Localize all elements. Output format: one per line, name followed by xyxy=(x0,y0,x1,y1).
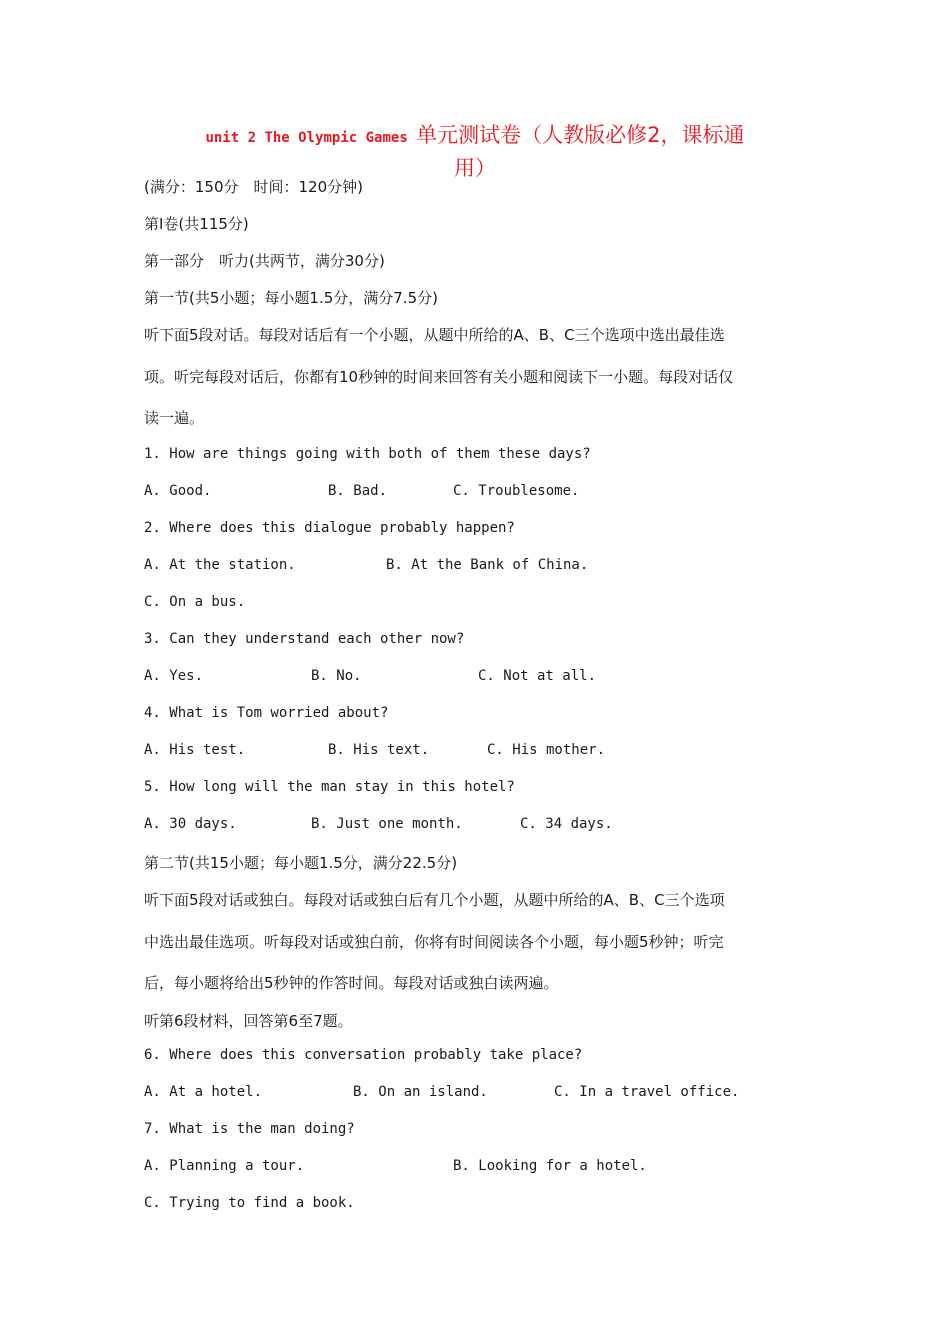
question-5: 5. How long will the man stay in this hotel? xyxy=(144,779,515,795)
q3-option-c: C. Not at all. xyxy=(478,668,597,684)
document-title xyxy=(150,120,800,183)
q5-option-b: B. Just one month. xyxy=(311,816,463,832)
q7-option-c: C. Trying to find a book. xyxy=(144,1195,355,1211)
q5-option-a: A. 30 days. xyxy=(144,816,237,832)
title-english: unit 2 The Olympic Games xyxy=(205,130,417,146)
part1-heading: 第一部分 听力(共两节，满分30分) xyxy=(144,252,385,270)
q1-option-c: C. Troublesome. xyxy=(453,483,580,499)
volume-heading: 第Ⅰ卷(共115分) xyxy=(144,215,249,233)
q2-option-b: B. At the Bank of China. xyxy=(386,557,589,573)
q4-option-a: A. His test. xyxy=(144,742,246,758)
question-2: 2. Where does this dialogue probably happen? xyxy=(144,520,515,536)
q6-option-a: A. At a hotel. xyxy=(144,1084,263,1100)
instructions2-line3: 后，每小题将给出5秒钟的作答时间。每段对话或独白读两遍。 xyxy=(144,974,559,992)
q7-option-a: A. Planning a tour. xyxy=(144,1158,305,1174)
question-6: 6. Where does this conversation probably take place? xyxy=(144,1047,583,1063)
q1-option-a: A. Good. xyxy=(144,483,212,499)
q1-option-b: B. Bad. xyxy=(328,483,388,499)
q2-option-a: A. At the station. xyxy=(144,557,296,573)
question-4: 4. What is Tom worried about? xyxy=(144,705,389,721)
q6-option-b: B. On an island. xyxy=(353,1084,488,1100)
question-7: 7. What is the man doing? xyxy=(144,1121,355,1137)
q6-option-c: C. In a travel office. xyxy=(554,1084,740,1100)
q4-option-c: C. His mother. xyxy=(487,742,606,758)
question-1: 1. How are things going with both of them these days? xyxy=(144,446,591,462)
instructions1-line2: 项。听完每段对话后，你都有10秒钟的时间来回答有关小题和阅读下一小题。每段对话仅 xyxy=(144,368,734,386)
instructions2-line1: 听下面5段对话或独白。每段对话或独白后有几个小题，从题中所给的A、B、C三个选项 xyxy=(144,891,725,909)
title-chinese-line1: 单元测试卷（人教版必修2，课标通 xyxy=(416,123,745,147)
instructions1-line3: 读一遍。 xyxy=(144,409,205,427)
q4-option-b: B. His text. xyxy=(328,742,430,758)
q3-option-a: A. Yes. xyxy=(144,668,204,684)
score-time: (满分：150分 时间：120分钟) xyxy=(144,178,363,196)
q3-option-b: B. No. xyxy=(311,668,362,684)
section2-heading: 第二节(共15小题；每小题1.5分，满分22.5分) xyxy=(144,854,458,872)
q5-option-c: C. 34 days. xyxy=(520,816,613,832)
q2-option-c: C. On a bus. xyxy=(144,594,246,610)
instructions2-line2: 中选出最佳选项。听每段对话或独白前，你将有时间阅读各个小题，每小题5秒钟；听完 xyxy=(144,933,724,951)
instructions1-line1: 听下面5段对话。每段对话后有一个小题，从题中所给的A、B、C三个选项中选出最佳选 xyxy=(144,326,725,344)
question-3: 3. Can they understand each other now? xyxy=(144,631,465,647)
q7-option-b: B. Looking for a hotel. xyxy=(453,1158,647,1174)
section1-heading: 第一节(共5小题；每小题1.5分，满分7.5分) xyxy=(144,289,438,307)
title-chinese-line2: 用） xyxy=(454,156,496,180)
material6-heading: 听第6段材料，回答第6至7题。 xyxy=(144,1012,353,1030)
